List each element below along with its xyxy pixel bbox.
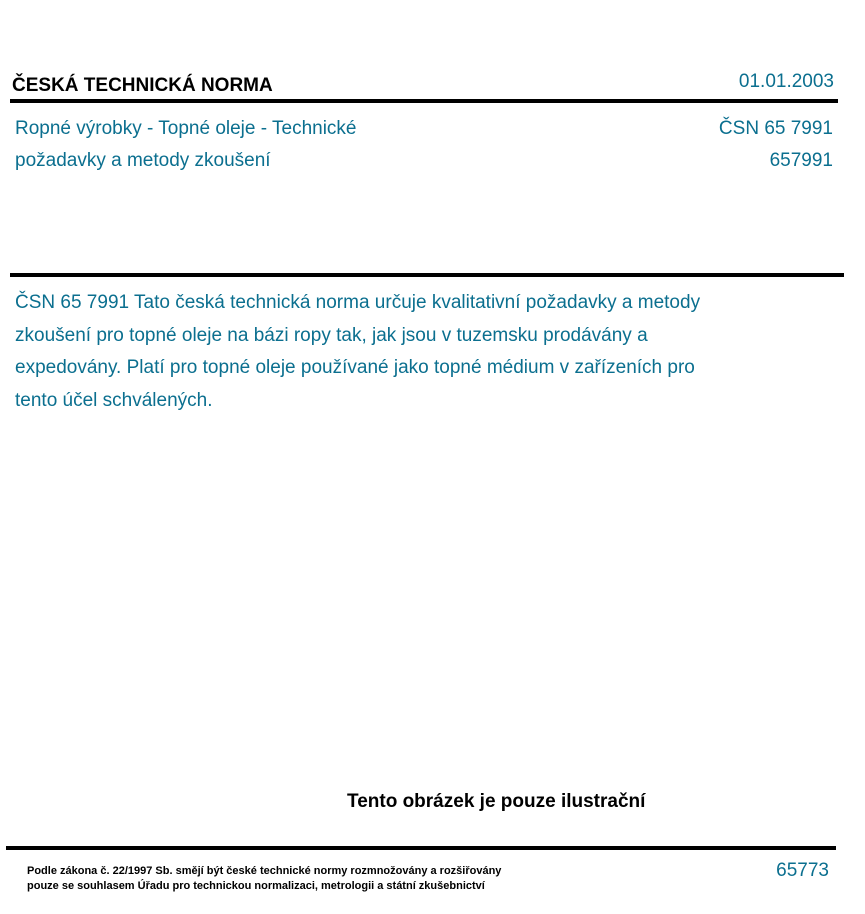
header-divider [10,99,838,103]
illustration-note: Tento obrázek je pouze ilustrační [347,791,646,812]
standard-title-line: Ropné výrobky - Topné oleje - Technické [15,118,357,139]
legal-notice [27,864,587,894]
standard-title [15,113,515,177]
classification-number: 657991 [769,150,833,171]
catalog-number: 65773 [776,860,829,881]
footer-divider [6,846,836,850]
legal-notice-line: Podle zákona č. 22/1997 Sb. smějí být české technické normy rozmnožovány a rozšiřovány [27,865,502,877]
standard-code: ČSN 65 7991 [718,118,833,139]
standard-codes [719,113,833,177]
abstract-text: ČSN 65 7991 Tato česká technická norma určuje kvalitativní požadavky a metody zkoušení pro topné oleje na bázi ropy tak, jak jsou v tuzemsku prodávány a expedovány. Platí pro topné oleje používané jako topné médium v zařízeních pro tento účel schválených. [15,292,701,411]
standard-title-line: požadavky a metody zkoušení [15,150,271,171]
legal-notice-line: pouze se souhlasem Úřadu pro technickou normalizaci, metrologii a státní zkušebnictví [27,880,485,892]
section-divider [10,273,844,277]
issue-date: 01.01.2003 [738,71,834,92]
document-type-heading: ČESKÁ TECHNICKÁ NORMA [12,75,273,96]
